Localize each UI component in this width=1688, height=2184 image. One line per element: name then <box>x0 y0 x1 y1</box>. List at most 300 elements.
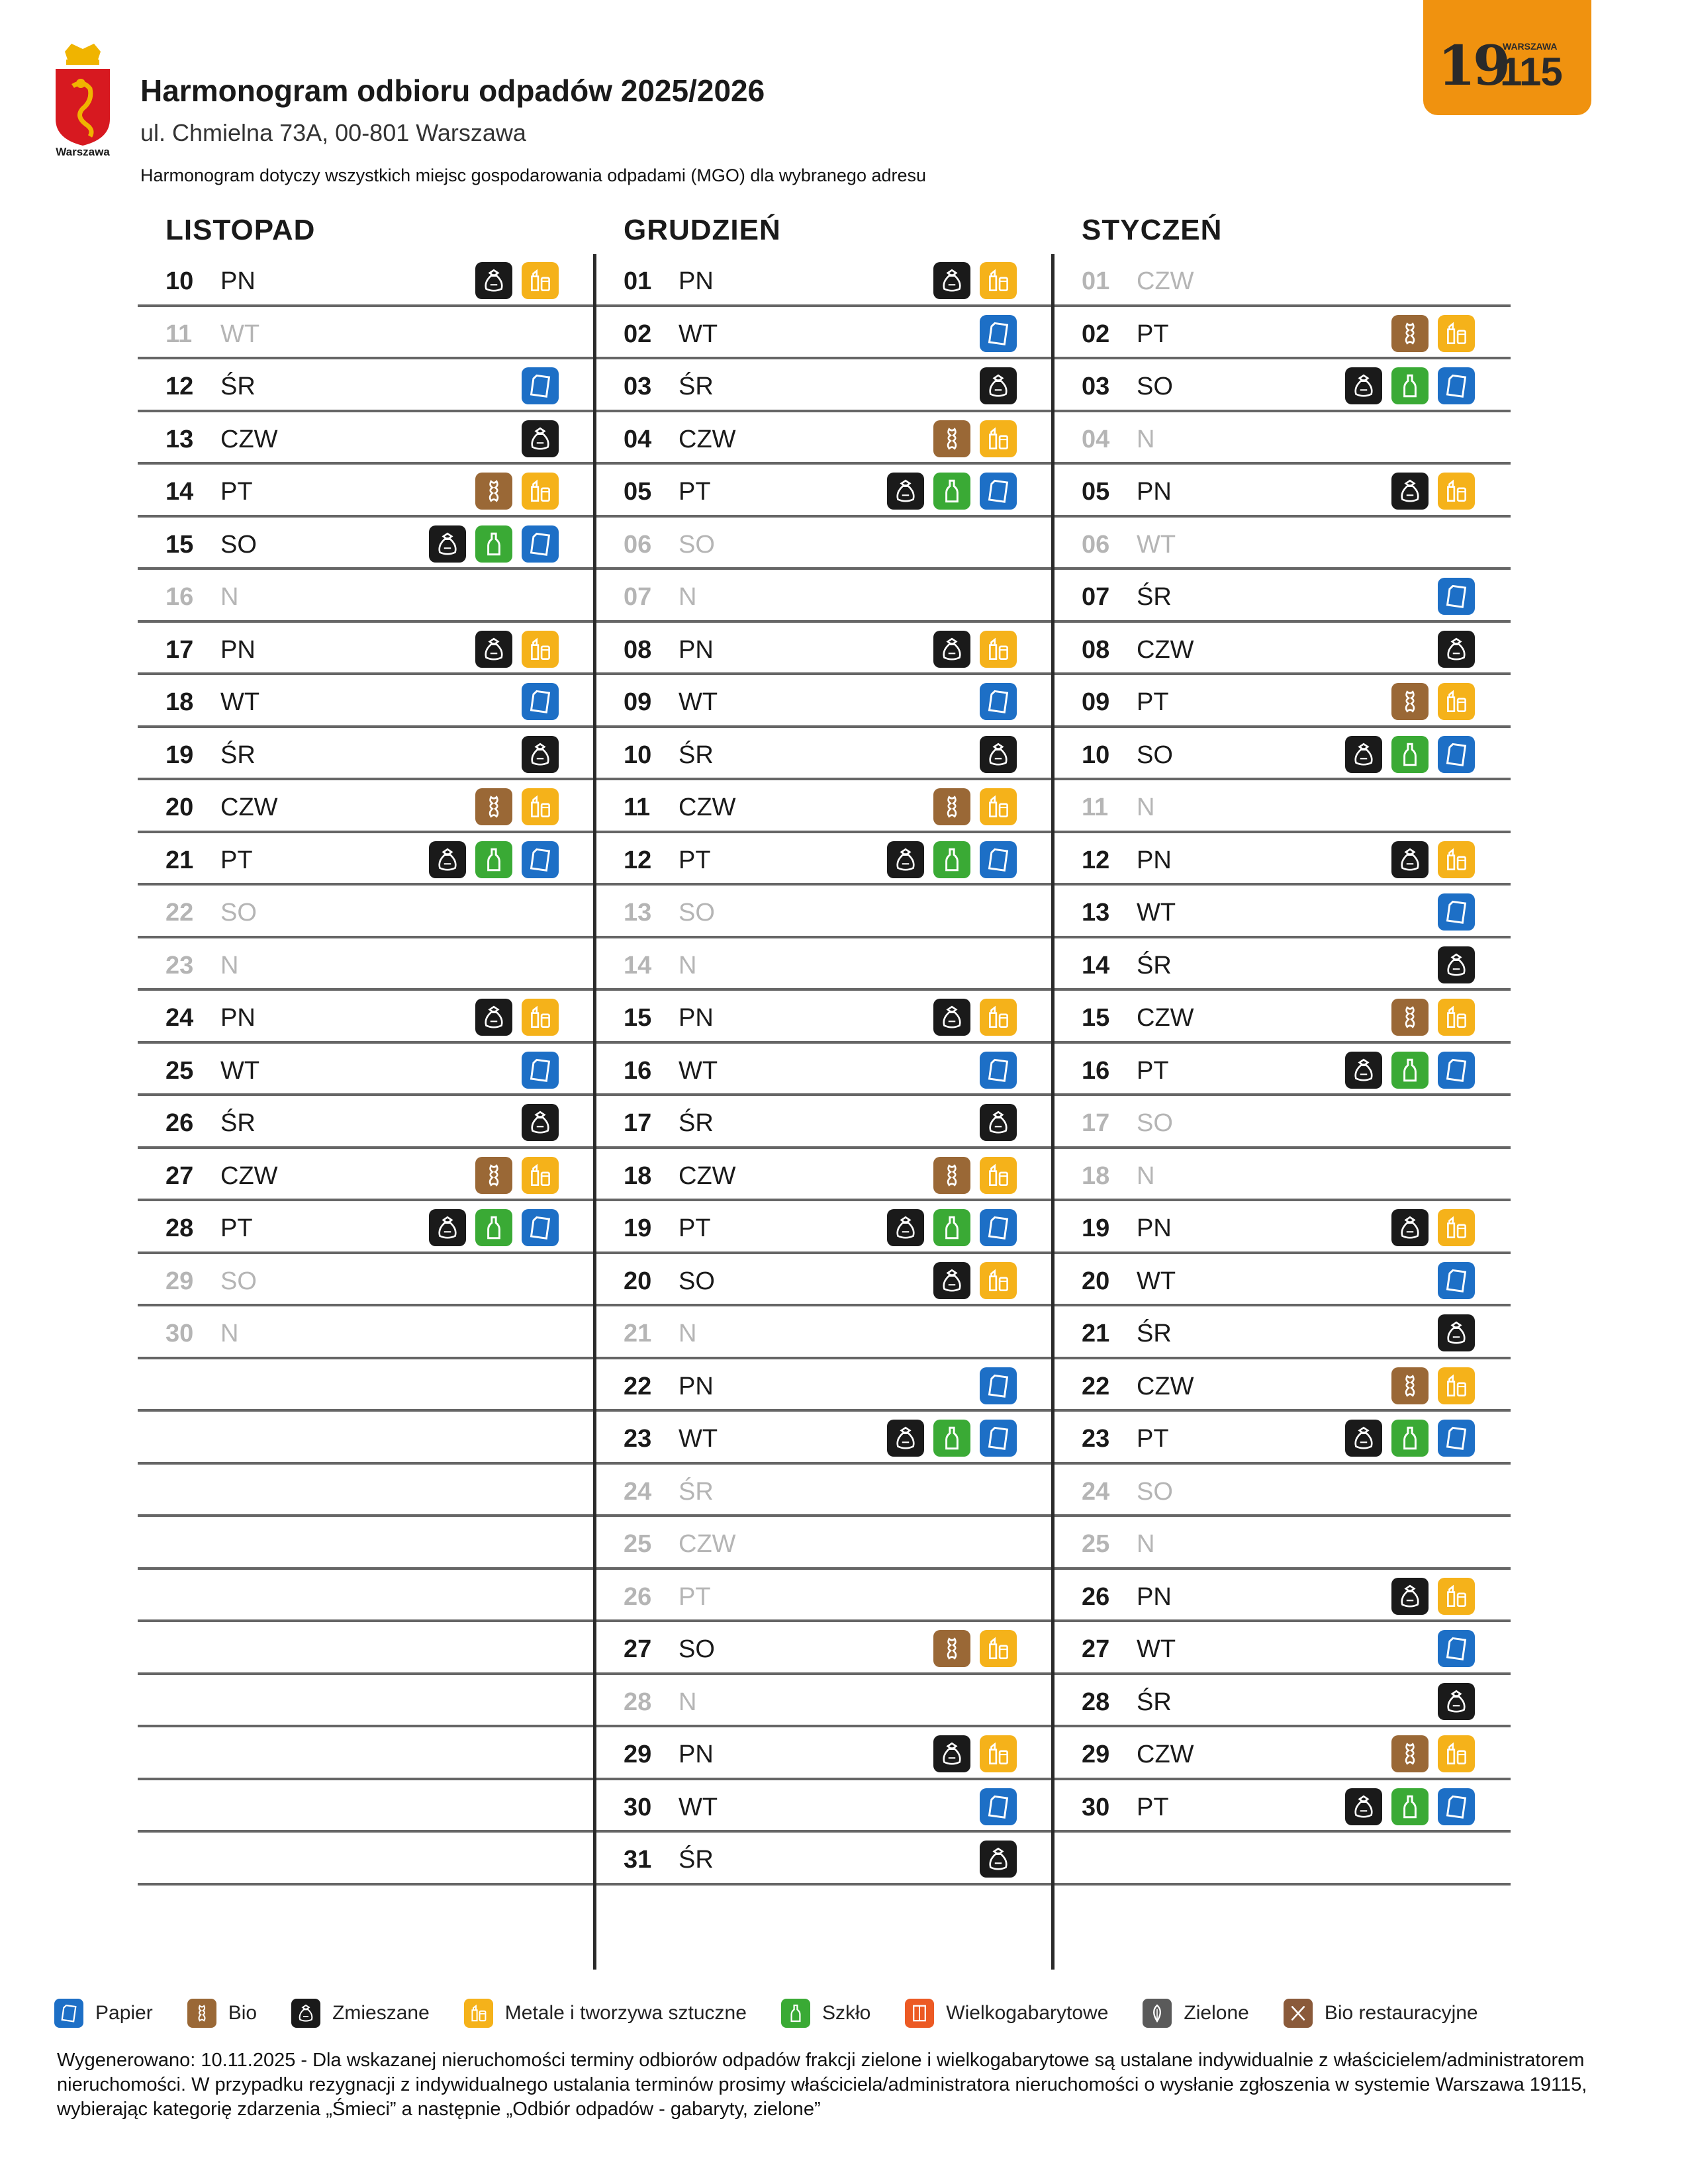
paper-sheet-icon <box>1438 1420 1475 1457</box>
day-row <box>1054 1517 1511 1570</box>
weekday: SO <box>220 899 257 927</box>
day-row <box>1054 1727 1511 1780</box>
weekday: CZW <box>1137 267 1194 295</box>
day-number: 29 <box>1082 1741 1110 1768</box>
day-number: 20 <box>624 1267 652 1295</box>
day-number: 04 <box>1082 425 1110 453</box>
day-number: 13 <box>624 899 652 927</box>
day-row <box>596 991 1053 1044</box>
day-row <box>138 1044 594 1097</box>
paper-sheet-icon <box>980 315 1017 352</box>
metal-plastic-bottle-icon <box>980 1630 1017 1667</box>
day-row <box>596 623 1053 676</box>
day-row <box>596 833 1053 886</box>
day-number: 22 <box>1082 1372 1110 1400</box>
day-row <box>596 518 1053 570</box>
weekday: SO <box>1137 373 1173 400</box>
metal-plastic-bottle-icon <box>1438 315 1475 352</box>
weekday: ŚR <box>220 373 256 400</box>
mixed-waste-bag-icon <box>475 631 512 668</box>
waste-icons <box>1438 631 1475 668</box>
day-number: 10 <box>1082 741 1110 769</box>
day-number: 26 <box>1082 1582 1110 1611</box>
day-number: 24 <box>1082 1477 1110 1506</box>
day-number: 12 <box>165 373 194 400</box>
bio-apple-core-icon <box>1391 1367 1429 1404</box>
waste-icons <box>980 1104 1017 1141</box>
waste-icons <box>980 1841 1017 1878</box>
day-number: 24 <box>165 1004 194 1032</box>
paper-sheet-icon <box>1438 893 1475 931</box>
waste-icons <box>1438 946 1475 983</box>
day-row <box>1054 1359 1511 1412</box>
day-number: 05 <box>1082 478 1110 506</box>
weekday: WT <box>679 688 718 716</box>
mixed-waste-bag-icon <box>980 367 1017 404</box>
day-number: 16 <box>1082 1056 1110 1085</box>
day-row <box>138 1359 594 1412</box>
weekday: CZW <box>220 1161 278 1190</box>
weekday: N <box>1137 425 1155 453</box>
day-number: 07 <box>624 583 652 611</box>
legend-item-resto <box>1284 1999 1478 2028</box>
metal-plastic-bottle-icon <box>522 631 559 668</box>
metal-plastic-bottle-icon <box>1438 473 1475 510</box>
day-number: 11 <box>165 320 193 348</box>
weekday: SO <box>1137 741 1173 769</box>
day-number: 25 <box>165 1056 194 1085</box>
day-number: 12 <box>1082 846 1110 874</box>
glass-bottle-icon <box>933 1209 970 1246</box>
day-row <box>138 1306 594 1359</box>
day-number: 17 <box>624 1109 652 1137</box>
paper-sheet-icon <box>1438 736 1475 773</box>
waste-icons <box>1438 578 1475 615</box>
waste-icons <box>475 473 559 510</box>
bio-apple-core-icon <box>187 1999 216 2028</box>
weekday: PT <box>679 846 711 874</box>
legend-item-green <box>1143 1999 1248 2028</box>
day-row <box>596 254 1053 307</box>
waste-icons <box>887 1209 1017 1246</box>
weekday: PN <box>1137 1214 1172 1242</box>
metal-plastic-bottle-icon <box>522 262 559 299</box>
weekday: ŚR <box>679 1109 714 1137</box>
day-number: 01 <box>1082 267 1110 295</box>
mixed-waste-bag-icon <box>933 631 970 668</box>
waste-icons <box>1391 315 1475 352</box>
metal-plastic-bottle-icon <box>1438 1367 1475 1404</box>
weekday: N <box>1137 794 1155 821</box>
waste-icons <box>475 788 559 825</box>
day-row <box>596 1465 1053 1518</box>
day-row <box>138 1622 594 1675</box>
mixed-waste-bag-icon <box>980 1104 1017 1141</box>
mixed-waste-bag-icon <box>475 262 512 299</box>
glass-bottle-icon <box>1391 736 1429 773</box>
weekday: PT <box>1137 1425 1169 1453</box>
paper-sheet-icon <box>980 1052 1017 1089</box>
waste-icons <box>429 841 559 878</box>
mixed-waste-bag-icon <box>429 525 466 563</box>
paper-sheet-icon <box>1438 1052 1475 1089</box>
day-number: 23 <box>624 1425 652 1453</box>
day-row <box>138 307 594 360</box>
day-number: 18 <box>1082 1161 1110 1190</box>
paper-sheet-icon <box>1438 578 1475 615</box>
day-row <box>596 307 1053 360</box>
metal-plastic-bottle-icon <box>980 788 1017 825</box>
glass-bottle-icon <box>933 1420 970 1457</box>
day-number: 30 <box>624 1793 652 1821</box>
weekday: PN <box>1137 1582 1172 1611</box>
mixed-waste-bag-icon <box>1345 736 1382 773</box>
mixed-waste-bag-icon <box>887 841 924 878</box>
legend-label: Bio <box>228 2002 258 2024</box>
weekday: ŚR <box>1137 951 1172 979</box>
page-title: Harmonogram odbioru odpadów 2025/2026 <box>140 73 765 108</box>
day-row <box>596 412 1053 465</box>
day-row <box>138 1517 594 1570</box>
day-number: 21 <box>165 846 194 874</box>
weekday: ŚR <box>1137 583 1172 611</box>
mixed-waste-bag-icon <box>1391 473 1429 510</box>
mixed-waste-bag-icon <box>1438 631 1475 668</box>
waste-icons <box>1345 736 1475 773</box>
waste-icons <box>933 1157 1017 1194</box>
day-number: 27 <box>624 1635 652 1663</box>
day-row <box>596 1517 1053 1570</box>
day-number: 10 <box>165 267 194 295</box>
day-number: 14 <box>165 478 194 506</box>
waste-icons <box>1345 1420 1475 1457</box>
day-row <box>138 833 594 886</box>
mixed-waste-bag-icon <box>1438 1683 1475 1720</box>
paper-sheet-icon <box>980 1209 1017 1246</box>
weekday: PT <box>679 1214 711 1242</box>
day-row <box>138 359 594 412</box>
weekday: ŚR <box>220 741 256 769</box>
paper-sheet-icon <box>1438 1262 1475 1299</box>
day-row <box>138 1465 594 1518</box>
day-number: 25 <box>624 1530 652 1558</box>
day-row <box>596 1306 1053 1359</box>
day-row <box>1054 1833 1511 1886</box>
day-row <box>138 1096 594 1149</box>
day-row <box>596 1622 1053 1675</box>
month-column-listopad <box>138 206 594 1886</box>
day-number: 02 <box>1082 320 1110 348</box>
logo-number-big: 19 <box>1438 34 1509 98</box>
waste-icons <box>933 1735 1017 1772</box>
weekday: PN <box>220 1004 256 1032</box>
waste-icons <box>980 315 1017 352</box>
mixed-waste-bag-icon <box>1391 1209 1429 1246</box>
mixed-waste-bag-icon <box>429 1209 466 1246</box>
waste-icons <box>933 631 1017 668</box>
day-row <box>1054 1780 1511 1833</box>
weekday: N <box>1137 1530 1155 1558</box>
glass-bottle-icon <box>1391 1420 1429 1457</box>
day-row <box>596 728 1053 781</box>
paper-sheet-icon <box>522 683 559 720</box>
mixed-waste-bag-icon <box>1391 841 1429 878</box>
day-row <box>138 465 594 518</box>
day-row <box>596 1727 1053 1780</box>
day-row <box>1054 780 1511 833</box>
mixed-waste-bag-icon <box>1391 1578 1429 1615</box>
bio-apple-core-icon <box>475 788 512 825</box>
day-row <box>138 1675 594 1728</box>
metal-plastic-bottle-icon <box>1438 1209 1475 1246</box>
glass-bottle-icon <box>1391 367 1429 404</box>
day-number: 27 <box>165 1161 194 1190</box>
weekday: PN <box>679 1004 714 1032</box>
column-divider <box>593 254 596 1970</box>
day-row <box>138 1149 594 1202</box>
waste-icons <box>1391 473 1475 510</box>
green-leaf-icon <box>1143 1999 1172 2028</box>
legend-label: Zielone <box>1184 2002 1249 2024</box>
waste-icons <box>980 683 1017 720</box>
day-number: 09 <box>624 688 652 716</box>
day-row <box>138 728 594 781</box>
metal-plastic-bottle-icon <box>522 788 559 825</box>
weekday: WT <box>1137 530 1176 559</box>
day-row <box>1054 1306 1511 1359</box>
day-row <box>596 1254 1053 1307</box>
weekday: PN <box>679 1372 714 1400</box>
mixed-waste-bag-icon <box>933 1735 970 1772</box>
mixed-waste-bag-icon <box>291 1999 320 2028</box>
waste-icons <box>522 1052 559 1089</box>
waste-icons <box>429 525 559 563</box>
month-column-styczen <box>1054 206 1511 1886</box>
waste-icons <box>1345 367 1475 404</box>
weekday: WT <box>679 1793 718 1821</box>
warszawa-19115-logo <box>1423 0 1591 115</box>
day-row <box>138 254 594 307</box>
weekday: WT <box>220 688 260 716</box>
weekday: PT <box>679 478 711 506</box>
weekday: N <box>679 951 697 979</box>
weekday: N <box>220 1320 239 1347</box>
day-number: 19 <box>165 741 194 769</box>
day-row <box>596 938 1053 991</box>
weekday: N <box>679 1688 697 1716</box>
day-row <box>1054 359 1511 412</box>
waste-icons <box>887 841 1017 878</box>
waste-icons <box>933 420 1017 457</box>
paper-sheet-icon <box>1438 1630 1475 1667</box>
day-number: 28 <box>1082 1688 1110 1716</box>
day-number: 20 <box>165 794 194 821</box>
day-row <box>138 1254 594 1307</box>
day-number: 06 <box>624 530 652 559</box>
month-heading: GRUDZIEŃ <box>624 214 781 246</box>
bio-apple-core-icon <box>933 420 970 457</box>
mixed-waste-bag-icon <box>1345 367 1382 404</box>
day-row <box>596 675 1053 728</box>
waste-icons <box>980 1052 1017 1089</box>
day-number: 24 <box>624 1477 652 1506</box>
metal-plastic-bottle-icon <box>522 999 559 1036</box>
day-number: 23 <box>1082 1425 1110 1453</box>
paper-sheet-icon <box>54 1999 83 2028</box>
day-number: 22 <box>165 899 194 927</box>
mixed-waste-bag-icon <box>522 1104 559 1141</box>
waste-icons <box>1391 999 1475 1036</box>
paper-sheet-icon <box>980 683 1017 720</box>
metal-plastic-bottle-icon <box>1438 683 1475 720</box>
day-number: 15 <box>1082 1004 1110 1032</box>
legend <box>54 1999 1643 2028</box>
day-number: 28 <box>624 1688 652 1716</box>
waste-icons <box>522 683 559 720</box>
weekday: WT <box>679 1056 718 1085</box>
mixed-waste-bag-icon <box>933 999 970 1036</box>
day-row <box>596 1675 1053 1728</box>
weekday: CZW <box>679 1161 736 1190</box>
month-heading: LISTOPAD <box>165 214 316 246</box>
weekday: CZW <box>1137 635 1194 664</box>
day-number: 08 <box>624 635 652 664</box>
mixed-waste-bag-icon <box>522 736 559 773</box>
day-number: 29 <box>624 1741 652 1768</box>
mixed-waste-bag-icon <box>980 1841 1017 1878</box>
metal-plastic-bottle-icon <box>1438 841 1475 878</box>
day-number: 17 <box>1082 1109 1110 1137</box>
metal-plastic-bottle-icon <box>522 1157 559 1194</box>
day-row <box>1054 307 1511 360</box>
waste-icons <box>475 262 559 299</box>
mixed-waste-bag-icon <box>933 262 970 299</box>
bio-apple-core-icon <box>1391 683 1429 720</box>
day-number: 06 <box>1082 530 1110 559</box>
day-number: 18 <box>165 688 194 716</box>
weekday: PT <box>1137 320 1169 348</box>
weekday: WT <box>679 320 718 348</box>
day-row <box>138 1201 594 1254</box>
day-row <box>596 1201 1053 1254</box>
restaurant-cutlery-icon <box>1284 1999 1313 2028</box>
waste-icons <box>887 1420 1017 1457</box>
weekday: N <box>679 583 697 611</box>
address: ul. Chmielna 73A, 00-801 Warszawa <box>140 119 526 146</box>
day-number: 09 <box>1082 688 1110 716</box>
day-row <box>596 465 1053 518</box>
day-number: 22 <box>624 1372 652 1400</box>
weekday: CZW <box>220 794 278 821</box>
day-row <box>138 1780 594 1833</box>
mixed-waste-bag-icon <box>1345 1420 1382 1457</box>
crest-label: Warszawa <box>56 146 110 158</box>
weekday: N <box>679 1320 697 1347</box>
weekday: SO <box>220 530 257 559</box>
day-number: 11 <box>1082 794 1109 821</box>
weekday: SO <box>679 1635 715 1663</box>
day-number: 20 <box>1082 1267 1110 1295</box>
weekday: N <box>220 583 239 611</box>
weekday: ŚR <box>679 1846 714 1874</box>
waste-icons <box>1391 1367 1475 1404</box>
mixed-waste-bag-icon <box>887 473 924 510</box>
glass-bottle-icon <box>1391 1788 1429 1825</box>
day-row <box>138 1412 594 1465</box>
weekday: PN <box>220 267 256 295</box>
day-row <box>596 1833 1053 1886</box>
day-number: 17 <box>165 635 194 664</box>
day-row <box>1054 570 1511 623</box>
day-number: 13 <box>165 425 194 453</box>
day-number: 14 <box>1082 951 1110 979</box>
waste-icons <box>1438 1262 1475 1299</box>
day-number: 07 <box>1082 583 1110 611</box>
waste-icons <box>980 367 1017 404</box>
bio-apple-core-icon <box>1391 315 1429 352</box>
metal-plastic-bottle-icon <box>980 1262 1017 1299</box>
mixed-waste-bag-icon <box>1345 1788 1382 1825</box>
metal-plastic-bottle-icon <box>980 631 1017 668</box>
legend-item-paper <box>54 1999 153 2028</box>
legend-label: Wielkogabarytowe <box>946 2002 1109 2024</box>
weekday: ŚR <box>1137 1320 1172 1347</box>
day-number: 18 <box>624 1161 652 1190</box>
day-row <box>1054 1096 1511 1149</box>
waste-icons <box>1391 1209 1475 1246</box>
metal-plastic-bottle-icon <box>522 473 559 510</box>
day-row <box>596 1412 1053 1465</box>
waste-icons <box>1391 683 1475 720</box>
day-row <box>596 1096 1053 1149</box>
glass-bottle-icon <box>933 473 970 510</box>
weekday: PT <box>1137 1793 1169 1821</box>
mixed-waste-bag-icon <box>1345 1052 1382 1089</box>
mixed-waste-bag-icon <box>429 841 466 878</box>
weekday: SO <box>220 1267 257 1295</box>
legend-item-metal <box>464 1999 747 2028</box>
paper-sheet-icon <box>1438 367 1475 404</box>
weekday: PT <box>220 478 253 506</box>
day-number: 26 <box>624 1582 652 1611</box>
day-row <box>596 780 1053 833</box>
day-row <box>138 780 594 833</box>
day-number: 01 <box>624 267 652 295</box>
metal-plastic-bottle-icon <box>980 420 1017 457</box>
waste-icons <box>933 1630 1017 1667</box>
waste-icons <box>522 367 559 404</box>
day-row <box>1054 1412 1511 1465</box>
waste-icons <box>980 736 1017 773</box>
weekday: N <box>1137 1161 1155 1190</box>
day-row <box>138 886 594 938</box>
paper-sheet-icon <box>1438 1788 1475 1825</box>
day-row <box>1054 254 1511 307</box>
waste-icons <box>522 1104 559 1141</box>
day-row <box>1054 1201 1511 1254</box>
month-heading: STYCZEŃ <box>1082 214 1223 246</box>
bulky-wardrobe-icon <box>905 1999 934 2028</box>
day-row <box>596 1149 1053 1202</box>
day-row <box>1054 886 1511 938</box>
weekday: CZW <box>1137 1372 1194 1400</box>
day-number: 03 <box>1082 373 1110 400</box>
day-row <box>1054 833 1511 886</box>
bio-apple-core-icon <box>933 788 970 825</box>
weekday: CZW <box>1137 1741 1194 1768</box>
waste-icons <box>980 1367 1017 1404</box>
day-number: 15 <box>624 1004 652 1032</box>
